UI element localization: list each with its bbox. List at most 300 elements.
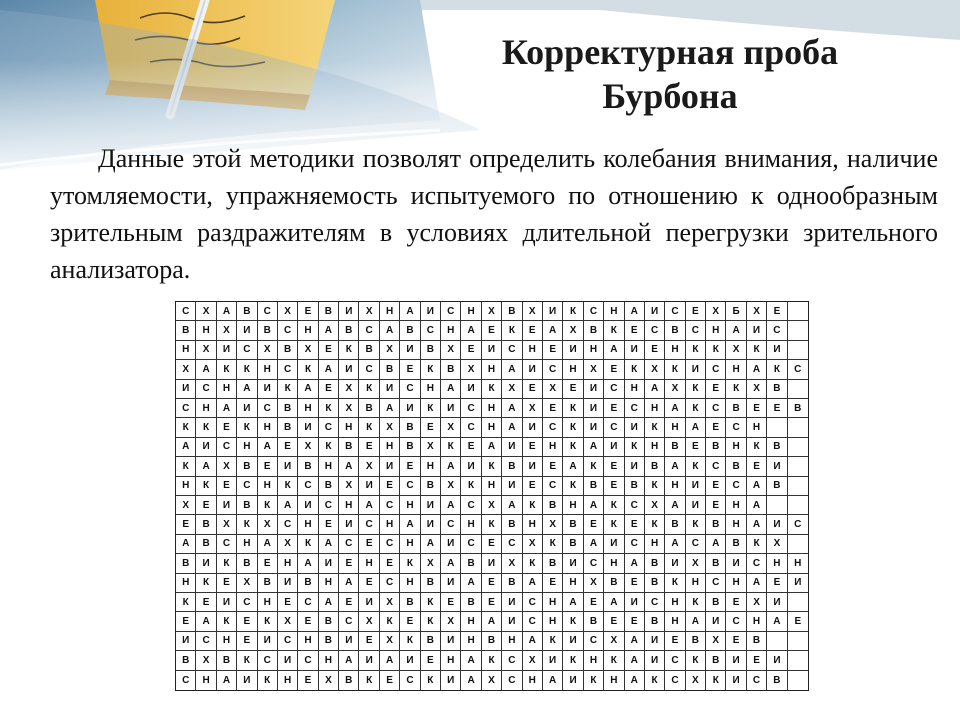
grid-cell: Н: [319, 651, 339, 670]
grid-cell: И: [278, 651, 298, 670]
grid-cell: С: [788, 360, 808, 379]
grid-cell: В: [380, 360, 400, 379]
grid-cell: И: [278, 457, 298, 476]
grid-cell: А: [625, 671, 645, 690]
grid-cell: Е: [380, 671, 400, 690]
grid-cell: К: [217, 612, 237, 631]
grid-cell: И: [461, 380, 481, 399]
grid-cell: К: [686, 380, 706, 399]
grid-cell: И: [604, 535, 624, 554]
grid-cell: Н: [217, 632, 237, 651]
grid-cell: Е: [319, 341, 339, 360]
grid-cell: К: [482, 380, 502, 399]
grid-cell: И: [747, 321, 767, 340]
grid-cell: В: [788, 399, 808, 418]
grid-cell: Е: [604, 360, 624, 379]
grid-cell: Х: [726, 341, 746, 360]
grid-cell: К: [319, 399, 339, 418]
grid-cell: И: [461, 457, 481, 476]
grid-cell: В: [706, 438, 726, 457]
grid-cell: Х: [543, 380, 563, 399]
grid-cell: К: [482, 651, 502, 670]
grid-cell: И: [523, 418, 543, 437]
grid-cell: И: [339, 632, 359, 651]
grid-cell: [788, 438, 808, 457]
grid-cell: Е: [523, 477, 543, 496]
grid-cell: Х: [359, 457, 379, 476]
grid-cell: Н: [176, 574, 196, 593]
grid-cell: Н: [461, 302, 481, 321]
grid-cell: С: [176, 399, 196, 418]
grid-cell: А: [686, 418, 706, 437]
grid-cell: К: [196, 574, 216, 593]
grid-cell: Н: [726, 438, 746, 457]
grid-cell: С: [706, 574, 726, 593]
grid-cell: Х: [278, 612, 298, 631]
grid-cell: И: [176, 380, 196, 399]
grid-cell: К: [563, 651, 583, 670]
grid-cell: С: [217, 535, 237, 554]
grid-cell: Н: [400, 574, 420, 593]
grid-cell: Е: [217, 477, 237, 496]
grid-cell: С: [706, 457, 726, 476]
grid-cell: К: [726, 380, 746, 399]
grid-cell: Х: [584, 360, 604, 379]
grid-cell: Е: [543, 457, 563, 476]
grid-cell: Н: [461, 612, 481, 631]
grid-cell: Х: [196, 651, 216, 670]
grid-cell: Н: [380, 302, 400, 321]
grid-cell: Х: [278, 302, 298, 321]
grid-cell: Н: [665, 612, 685, 631]
grid-cell: Е: [359, 574, 379, 593]
grid-cell: В: [665, 515, 685, 534]
grid-cell: А: [767, 612, 787, 631]
grid-cell: А: [625, 554, 645, 573]
grid-cell: В: [645, 612, 665, 631]
grid-cell: К: [298, 360, 318, 379]
title-line-1: Корректурная проба: [501, 32, 839, 72]
grid-cell: Е: [461, 341, 481, 360]
grid-cell: Е: [217, 418, 237, 437]
grid-cell: К: [421, 360, 441, 379]
grid-cell: И: [625, 593, 645, 612]
grid-cell: Х: [686, 554, 706, 573]
slide-title: [440, 30, 900, 118]
grid-cell: Е: [380, 554, 400, 573]
grid-cell: Е: [482, 593, 502, 612]
grid-cell: Х: [665, 380, 685, 399]
grid-cell: К: [237, 515, 257, 534]
grid-cell: И: [502, 438, 522, 457]
grid-cell: И: [767, 341, 787, 360]
grid-cell: А: [665, 535, 685, 554]
grid-cell: Е: [461, 438, 481, 457]
grid-cell: К: [523, 554, 543, 573]
grid-cell: И: [237, 399, 257, 418]
grid-cell: К: [563, 399, 583, 418]
grid-cell: Н: [645, 535, 665, 554]
grid-cell: В: [747, 632, 767, 651]
grid-cell: И: [726, 671, 746, 690]
grid-cell: И: [686, 496, 706, 515]
grid-cell: Н: [278, 554, 298, 573]
grid-cell: С: [319, 496, 339, 515]
grid-cell: Е: [747, 399, 767, 418]
grid-cell: С: [196, 632, 216, 651]
grid-cell: Н: [584, 651, 604, 670]
grid-cell: А: [625, 632, 645, 651]
grid-cell: И: [258, 632, 278, 651]
grid-cell: К: [298, 535, 318, 554]
grid-cell: А: [502, 496, 522, 515]
grid-cell: В: [319, 612, 339, 631]
grid-cell: Н: [196, 671, 216, 690]
grid-cell: Н: [258, 477, 278, 496]
grid-cell: В: [298, 574, 318, 593]
grid-cell: К: [461, 477, 481, 496]
grid-cell: К: [706, 671, 726, 690]
grid-cell: В: [400, 438, 420, 457]
grid-cell: Е: [319, 515, 339, 534]
grid-cell: А: [645, 380, 665, 399]
grid-cell: К: [258, 671, 278, 690]
grid-cell: В: [706, 651, 726, 670]
grid-cell: В: [584, 612, 604, 631]
grid-cell: В: [217, 651, 237, 670]
grid-cell: В: [726, 535, 746, 554]
grid-cell: В: [278, 341, 298, 360]
grid-cell: А: [625, 302, 645, 321]
grid-cell: Е: [706, 380, 726, 399]
grid-cell: Х: [339, 477, 359, 496]
grid-cell: С: [604, 380, 624, 399]
grid-cell: С: [258, 399, 278, 418]
grid-cell: К: [176, 457, 196, 476]
grid-cell: Н: [237, 535, 257, 554]
grid-cell: И: [502, 593, 522, 612]
grid-cell: С: [237, 341, 257, 360]
grid-cell: Х: [258, 341, 278, 360]
grid-cell: И: [421, 515, 441, 534]
grid-cell: И: [359, 477, 379, 496]
grid-cell: Е: [523, 321, 543, 340]
grid-cell: В: [359, 341, 379, 360]
grid-cell: В: [441, 360, 461, 379]
grid-cell: К: [625, 438, 645, 457]
grid-cell: К: [686, 399, 706, 418]
grid-cell: Н: [563, 360, 583, 379]
grid-cell: И: [665, 554, 685, 573]
grid-cell: С: [747, 671, 767, 690]
grid-cell: С: [788, 515, 808, 534]
grid-cell: А: [400, 515, 420, 534]
grid-cell: Е: [726, 593, 746, 612]
grid-cell: В: [706, 515, 726, 534]
grid-cell: А: [319, 535, 339, 554]
grid-cell: К: [665, 360, 685, 379]
grid-cell: В: [543, 554, 563, 573]
grid-cell: А: [461, 671, 481, 690]
grid-cell: С: [665, 651, 685, 670]
grid-cell: В: [421, 477, 441, 496]
grid-cell: И: [625, 457, 645, 476]
grid-cell: С: [339, 535, 359, 554]
grid-cell: А: [543, 321, 563, 340]
grid-cell: В: [726, 399, 746, 418]
grid-cell: С: [502, 535, 522, 554]
grid-cell: С: [380, 535, 400, 554]
grid-cell: С: [258, 302, 278, 321]
grid-cell: [788, 380, 808, 399]
grid-cell: Е: [258, 554, 278, 573]
grid-cell: Н: [298, 399, 318, 418]
grid-cell: Х: [747, 380, 767, 399]
grid-cell: А: [298, 554, 318, 573]
grid-cell: К: [665, 574, 685, 593]
grid-cell: И: [604, 438, 624, 457]
grid-cell: К: [278, 477, 298, 496]
grid-cell: Е: [380, 477, 400, 496]
grid-cell: И: [645, 632, 665, 651]
grid-cell: Е: [523, 380, 543, 399]
grid-cell: Е: [747, 457, 767, 476]
grid-cell: И: [298, 496, 318, 515]
grid-cell: В: [339, 321, 359, 340]
grid-cell: Х: [441, 477, 461, 496]
grid-cell: Н: [604, 671, 624, 690]
grid-cell: Х: [421, 438, 441, 457]
grid-cell: В: [706, 593, 726, 612]
grid-cell: Е: [726, 632, 746, 651]
grid-cell: Е: [176, 515, 196, 534]
grid-cell: В: [665, 438, 685, 457]
grid-cell: К: [747, 535, 767, 554]
grid-cell: Н: [258, 593, 278, 612]
grid-cell: Н: [258, 360, 278, 379]
grid-cell: К: [563, 612, 583, 631]
grid-cell: Х: [502, 554, 522, 573]
grid-cell: И: [767, 593, 787, 612]
grid-cell: В: [196, 535, 216, 554]
grid-cell: А: [461, 321, 481, 340]
grid-cell: С: [645, 593, 665, 612]
grid-cell: Х: [196, 341, 216, 360]
grid-cell: К: [604, 515, 624, 534]
grid-cell: А: [604, 593, 624, 612]
grid-cell: Х: [604, 632, 624, 651]
grid-cell: В: [482, 632, 502, 651]
grid-cell: В: [400, 418, 420, 437]
grid-cell: И: [400, 399, 420, 418]
grid-cell: И: [686, 477, 706, 496]
grid-cell: Х: [441, 418, 461, 437]
grid-cell: Н: [319, 457, 339, 476]
grid-cell: А: [217, 302, 237, 321]
grid-cell: Н: [665, 418, 685, 437]
grid-cell: Е: [339, 593, 359, 612]
grid-cell: Н: [726, 515, 746, 534]
grid-cell: Е: [604, 612, 624, 631]
grid-cell: К: [176, 593, 196, 612]
grid-cell: И: [237, 321, 257, 340]
grid-cell: А: [584, 496, 604, 515]
grid-cell: К: [502, 321, 522, 340]
grid-cell: С: [726, 612, 746, 631]
grid-cell: Е: [400, 457, 420, 476]
grid-cell: К: [400, 554, 420, 573]
grid-cell: В: [502, 457, 522, 476]
grid-cell: Е: [625, 321, 645, 340]
grid-cell: В: [645, 574, 665, 593]
grid-cell: Х: [278, 535, 298, 554]
grid-cell: А: [441, 380, 461, 399]
grid-cell: И: [625, 341, 645, 360]
grid-cell: [788, 651, 808, 670]
grid-cell: А: [747, 496, 767, 515]
grid-cell: Н: [237, 438, 257, 457]
grid-cell: С: [706, 399, 726, 418]
grid-cell: Н: [523, 515, 543, 534]
grid-cell: В: [196, 515, 216, 534]
grid-cell: В: [767, 438, 787, 457]
grid-cell: А: [543, 671, 563, 690]
grid-cell: Х: [482, 671, 502, 690]
grid-cell: И: [686, 360, 706, 379]
grid-cell: Н: [523, 341, 543, 360]
grid-cell: С: [543, 418, 563, 437]
grid-cell: С: [237, 593, 257, 612]
grid-cell: А: [584, 438, 604, 457]
grid-cell: Е: [482, 535, 502, 554]
grid-cell: А: [298, 380, 318, 399]
grid-cell: К: [686, 593, 706, 612]
grid-cell: Н: [584, 341, 604, 360]
grid-cell: [788, 593, 808, 612]
grid-cell: Н: [665, 593, 685, 612]
grid-cell: И: [788, 574, 808, 593]
grid-cell: Е: [196, 593, 216, 612]
grid-cell: Н: [196, 321, 216, 340]
grid-cell: С: [441, 515, 461, 534]
grid-cell: Е: [400, 612, 420, 631]
grid-cell: Х: [319, 671, 339, 690]
grid-cell: С: [584, 554, 604, 573]
grid-cell: В: [502, 515, 522, 534]
grid-cell: К: [686, 515, 706, 534]
grid-cell: С: [625, 535, 645, 554]
grid-cell: С: [665, 671, 685, 690]
grid-cell: К: [604, 321, 624, 340]
grid-cell: Х: [461, 360, 481, 379]
grid-cell: Н: [726, 496, 746, 515]
grid-cell: Н: [523, 671, 543, 690]
grid-cell: Е: [625, 515, 645, 534]
grid-cell: Н: [665, 477, 685, 496]
grid-cell: А: [339, 574, 359, 593]
grid-cell: Н: [298, 515, 318, 534]
grid-cell: [767, 496, 787, 515]
grid-cell: И: [584, 380, 604, 399]
grid-cell: И: [298, 418, 318, 437]
grid-cell: А: [502, 360, 522, 379]
grid-cell: С: [339, 612, 359, 631]
grid-cell: И: [726, 651, 746, 670]
grid-cell: И: [645, 302, 665, 321]
grid-cell: В: [319, 477, 339, 496]
grid-cell: В: [258, 321, 278, 340]
grid-cell: В: [584, 477, 604, 496]
grid-cell: Х: [196, 302, 216, 321]
grid-cell: Е: [278, 593, 298, 612]
grid-cell: Н: [380, 515, 400, 534]
grid-cell: В: [461, 554, 481, 573]
title-line-2: Бурбона: [602, 76, 738, 116]
grid-cell: И: [196, 438, 216, 457]
grid-cell: В: [645, 554, 665, 573]
grid-cell: И: [237, 671, 257, 690]
grid-cell: В: [604, 574, 624, 593]
grid-cell: С: [584, 632, 604, 651]
grid-cell: К: [258, 496, 278, 515]
grid-cell: К: [359, 671, 379, 690]
grid-cell: Н: [726, 574, 746, 593]
grid-cell: С: [706, 360, 726, 379]
grid-cell: В: [400, 593, 420, 612]
grid-cell: Х: [298, 341, 318, 360]
grid-cell: В: [319, 302, 339, 321]
grid-cell: В: [461, 593, 481, 612]
grid-cell: И: [584, 418, 604, 437]
grid-cell: С: [523, 612, 543, 631]
grid-cell: Н: [604, 302, 624, 321]
grid-cell: Н: [482, 399, 502, 418]
grid-cell: А: [196, 612, 216, 631]
grid-cell: А: [665, 496, 685, 515]
grid-cell: В: [176, 651, 196, 670]
grid-cell: В: [400, 321, 420, 340]
grid-cell: С: [359, 321, 379, 340]
grid-cell: Н: [625, 380, 645, 399]
grid-cell: К: [686, 341, 706, 360]
grid-cell: В: [258, 574, 278, 593]
grid-cell: Х: [176, 360, 196, 379]
grid-cell: Х: [217, 515, 237, 534]
grid-cell: И: [380, 380, 400, 399]
grid-cell: С: [686, 321, 706, 340]
grid-cell: Н: [747, 418, 767, 437]
grid-cell: Х: [523, 302, 543, 321]
grid-cell: В: [726, 457, 746, 476]
grid-cell: К: [237, 651, 257, 670]
grid-cell: Б: [726, 302, 746, 321]
grid-cell: Х: [543, 515, 563, 534]
grid-cell: К: [563, 438, 583, 457]
grid-cell: К: [563, 477, 583, 496]
grid-cell: С: [625, 399, 645, 418]
grid-cell: А: [502, 418, 522, 437]
grid-cell: И: [523, 360, 543, 379]
grid-cell: В: [767, 477, 787, 496]
grid-cell: И: [563, 341, 583, 360]
grid-cell: А: [400, 302, 420, 321]
description-paragraph: Данные этой методики позволят определить колебания внимания, наличие утомляемости, упражняемость испытуемого по отношению к однообразным зрительным раздражителям в условиях длительной перегрузки зрительного анализатора.: [50, 144, 938, 284]
grid-cell: К: [359, 418, 379, 437]
grid-cell: А: [482, 612, 502, 631]
grid-cell: Е: [767, 399, 787, 418]
grid-cell: Х: [747, 302, 767, 321]
grid-cell: С: [726, 418, 746, 437]
